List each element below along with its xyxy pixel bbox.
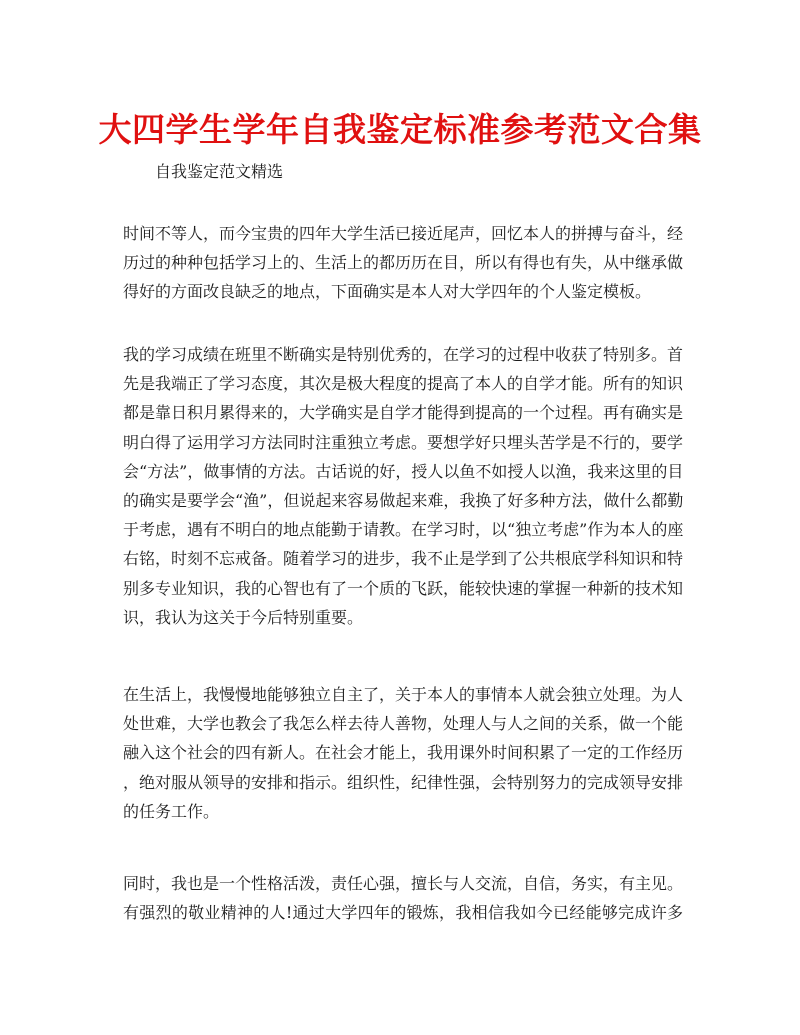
document-title: 大四学生学年自我鉴定标准参考范文合集	[98, 110, 702, 149]
paragraph-line: 时间不等人，而今宝贵的四年大学生活已接近尾声，回忆本人的拼搏与奋斗，经	[123, 224, 684, 243]
paragraph-line: 融入这个社会的四有新人。在社会才能上，我用课外时间积累了一定的工作经历	[123, 743, 684, 763]
paragraph-line: 得好的方面改良缺乏的地点，下面确实是本人对大学四年的个人鉴定模板。	[123, 282, 652, 302]
paragraph-line: 都是靠日积月累得来的，大学确实是自学才能得到提高的一个过程。再有确实是	[123, 403, 684, 423]
paragraph-line: 历过的种种包括学习上的、生活上的都历历在目，所以有得也有失，从中继承做	[123, 253, 684, 273]
paragraph-line: 先是我端正了学习态度，其次是极大程度的提高了本人的自学才能。所有的知识	[123, 374, 684, 394]
paragraph-line: 右铭，时刻不忘戒备。随着学习的进步，我不止是学到了公共根底学科知识和特	[123, 549, 684, 569]
paragraph-2	[123, 340, 683, 632]
paragraph-line: 会“方法”，做事情的方法。古话说的好，授人以鱼不如授人以渔，我来这里的目	[123, 461, 684, 481]
paragraph-line: 我的学习成绩在班里不断确实是特别优秀的，在学习的过程中收获了特别多。首	[123, 345, 684, 364]
paragraph-4	[123, 869, 683, 927]
paragraph-line: 有强烈的敬业精神的人!通过大学四年的锻炼，我相信我如今已经能够完成许多	[123, 903, 683, 923]
paragraph-line: 的确实是要学会“渔”，但说起来容易做起来难，我换了好多种方法，做什么都勤	[123, 491, 684, 511]
paragraph-line: 于考虑，遇有不明白的地点能勤于请教。在学习时，以“独立考虑”作为本人的座	[123, 520, 684, 540]
paragraph-line: 同时，我也是一个性格活泼，责任心强，擅长与人交流，自信，务实，有主见。	[123, 874, 684, 893]
paragraph-line: 识，我认为这关于今后特别重要。	[123, 607, 364, 627]
paragraph-3	[123, 680, 683, 826]
paragraph-line: ，绝对服从领导的安排和指示。组织性，纪律性强，会特别努力的完成领导安排	[123, 772, 684, 792]
paragraph-line: 别多专业知识，我的心智也有了一个质的飞跃，能较快速的掌握一种新的技术知	[123, 578, 684, 598]
paragraph-1	[123, 219, 683, 307]
paragraph-line: 明白得了运用学习方法同时注重独立考虑。要想学好只埋头苦学是不行的，要学	[123, 432, 684, 452]
paragraph-line: 在生活上，我慢慢地能够独立自主了，关于本人的事情本人就会独立处理。为人	[123, 685, 684, 704]
paragraph-line: 处世难，大学也教会了我怎么样去待人善物，处理人与人之间的关系，做一个能	[123, 714, 684, 734]
document-subtitle: 自我鉴定范文精选	[155, 162, 284, 181]
paragraph-line: 的任务工作。	[123, 801, 220, 821]
